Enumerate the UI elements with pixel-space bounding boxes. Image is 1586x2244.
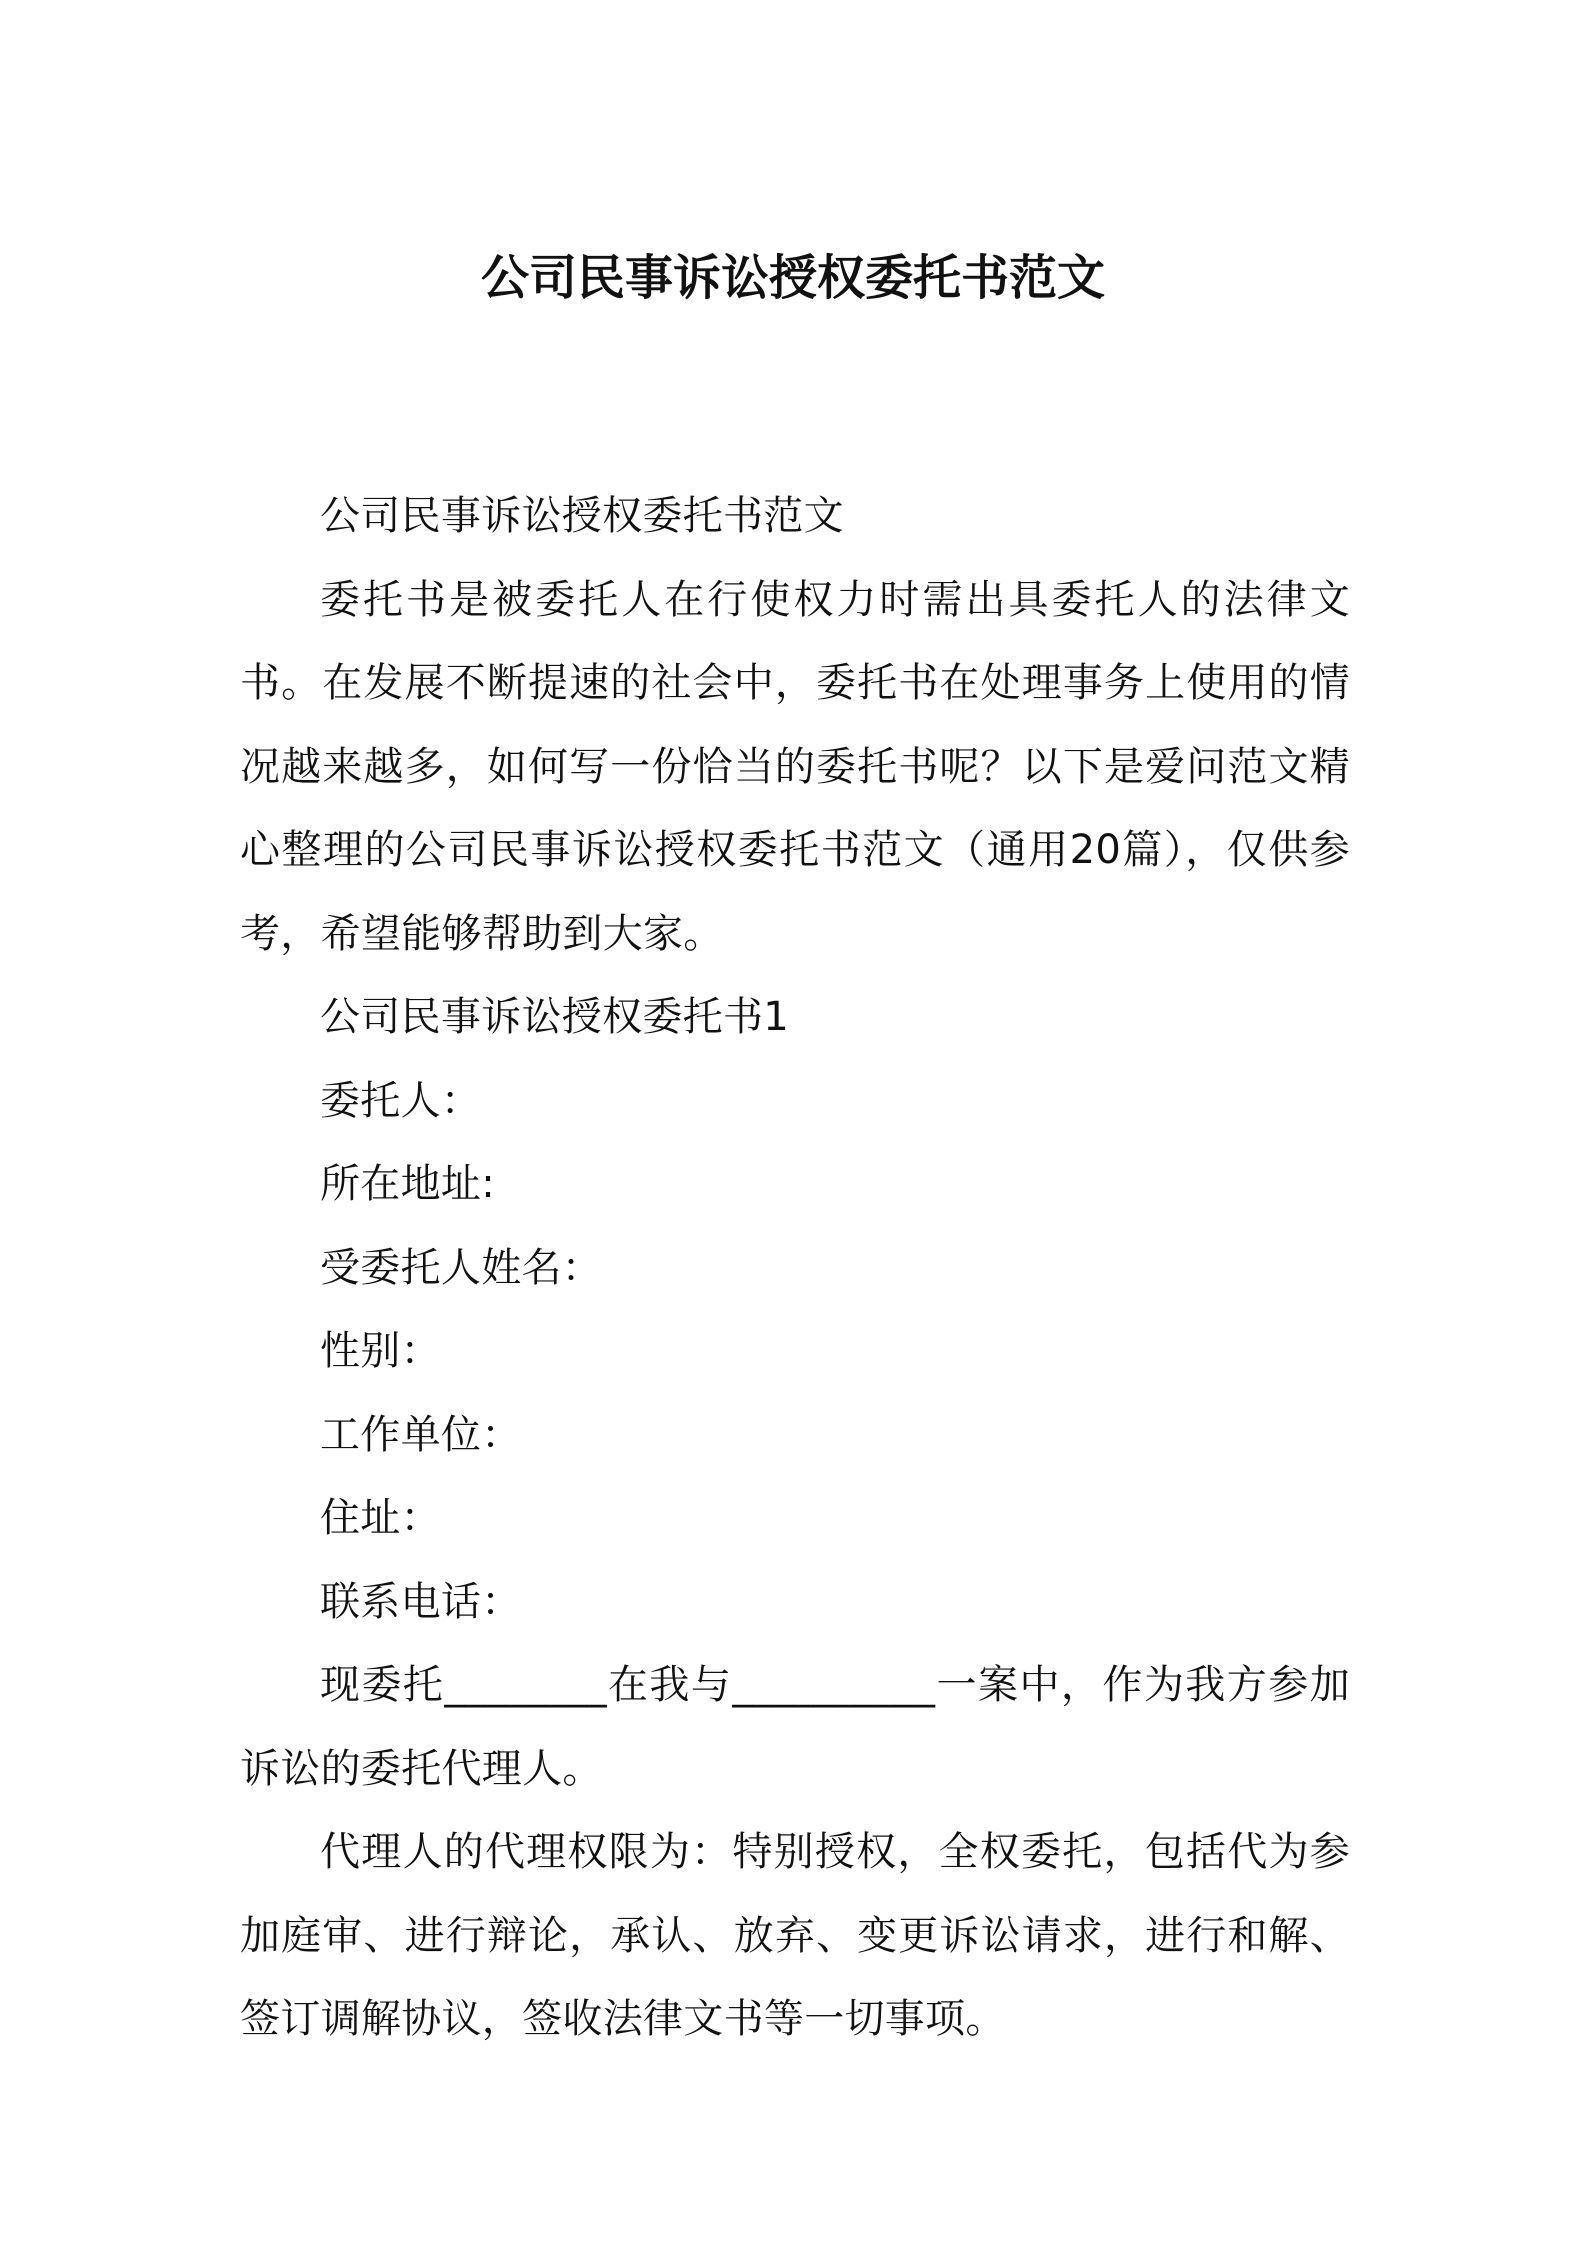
delegation-paragraph: 现委托________在我与__________一案中，作为我方参加诉讼的委托代理人。	[240, 1662, 1350, 1792]
field-phone: 联系电话：	[320, 1578, 522, 1625]
document-title: 公司民事诉讼授权委托书范文	[480, 250, 1105, 306]
authority-paragraph: 代理人的代理权限为：特别授权，全权委托，包括代为参加庭审、进行辩论，承认、放弃、变更诉讼请求，进行和解、签订调解协议，签收法律文书等一切事项。	[240, 1829, 1350, 2042]
field-address: 所在地址:	[320, 1161, 495, 1207]
section-heading: 公司民事诉讼授权委托书1	[320, 994, 790, 1040]
field-gender: 性别：	[320, 1328, 441, 1374]
field-employer: 工作单位：	[320, 1411, 522, 1458]
document-body	[240, 475, 1350, 2062]
intro-paragraph: 委托书是被委托人在行使权力时需出具委托人的法律文书。在发展不断提速的社会中，委托书在处理事务上使用的情况越来越多，如何写一份恰当的委托书呢？以下是爱问范文精心整理的公司民事诉讼授权委托书范文（通用20篇），仅供参考，希望能够帮助到大家。	[240, 576, 1350, 957]
field-agent-name: 受委托人姓名：	[320, 1244, 603, 1291]
field-principal: 委托人：	[320, 1077, 482, 1124]
subtitle-paragraph: 公司民事诉讼授权委托书范文	[320, 493, 844, 539]
field-residence: 住址：	[320, 1495, 441, 1541]
